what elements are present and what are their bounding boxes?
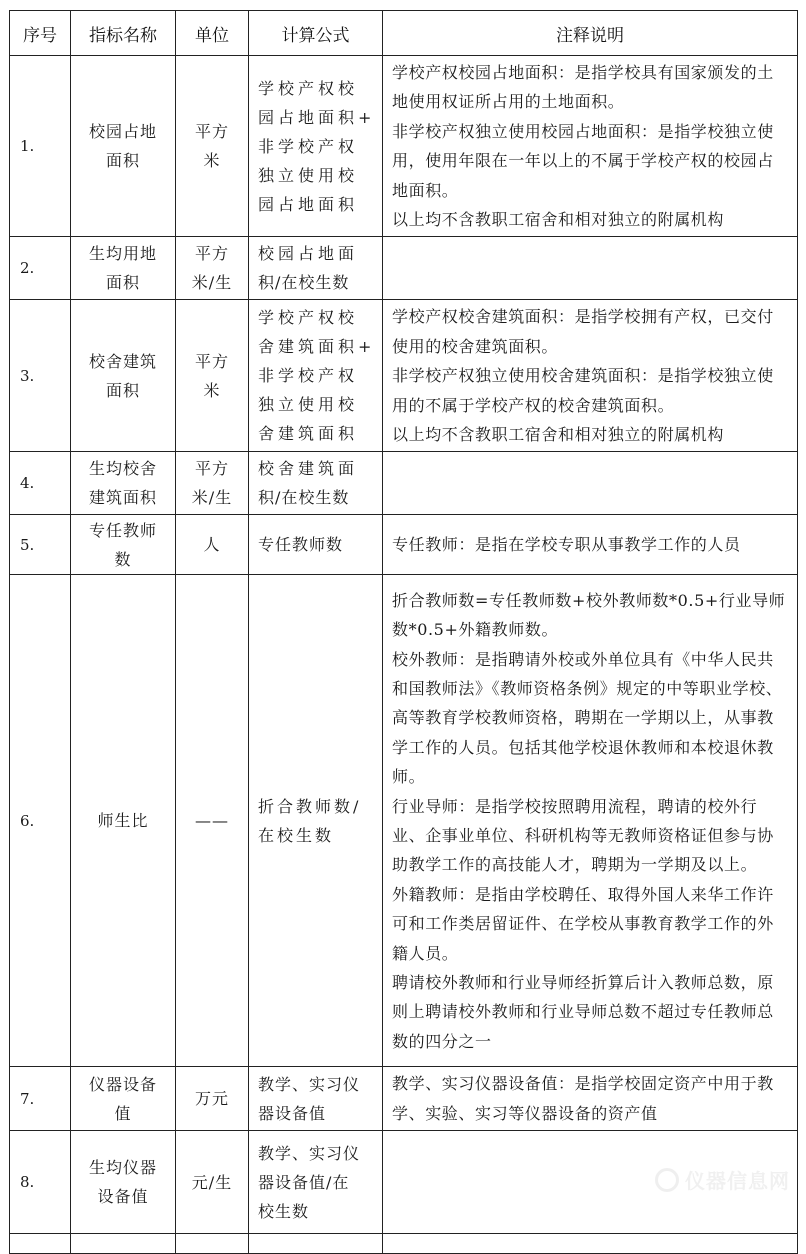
row-unit: [176, 300, 249, 452]
row-index: 5.: [10, 515, 71, 575]
unit-line: 人: [203, 535, 221, 555]
row-name: [71, 1067, 176, 1131]
row-note: [383, 575, 798, 1067]
note-paragraph: 行业导师：是指学校按照聘用流程，聘请的校外行业、企事业单位、科研机构等无教师资格证但参与协助教学工作的高技能人才，聘期为一学期及以上。: [392, 796, 774, 875]
unit-line: 元/生: [191, 1172, 233, 1192]
row-formula: [249, 452, 383, 515]
row-name: [71, 515, 176, 575]
row-formula: [249, 1067, 383, 1131]
watermark-text: 仪器信息网: [685, 1169, 790, 1193]
row-unit: [176, 1234, 249, 1254]
row-index: 1.: [10, 56, 71, 237]
row-formula: [249, 237, 383, 300]
formula-line: 非学校产权: [258, 136, 359, 156]
table-row: [10, 300, 798, 452]
formula-line: 舍建筑面积: [258, 424, 359, 444]
table-row-partial: [10, 1234, 798, 1254]
unit-line: 平方: [194, 244, 229, 264]
header-formula: 计算公式: [249, 11, 383, 56]
table-row: [10, 452, 798, 515]
unit-line: 平方: [194, 459, 229, 479]
row-note: [383, 1131, 798, 1234]
row-name: [71, 237, 176, 300]
unit-line: 米: [203, 380, 221, 400]
formula-line: 学校产权校: [258, 308, 359, 328]
row-formula: [249, 56, 383, 237]
note-paragraph: 外籍教师：是指由学校聘任、取得外国人来华工作许可和工作类居留证件、在学校从事教育教学工作的外籍人员。: [392, 884, 774, 963]
unit-line: 万元: [194, 1089, 229, 1109]
unit-line: 平方: [194, 122, 229, 142]
formula-line: 教学、实习仪: [258, 1074, 361, 1094]
formula-line: 校园占地面: [258, 244, 359, 264]
row-note: [383, 56, 798, 237]
note-paragraph: 折合教师数=专任教师数+校外教师数*0.5+行业导师数*0.5+外籍教师数。: [392, 590, 786, 640]
row-note: [383, 1234, 798, 1254]
formula-line: 积/在校生数: [258, 273, 350, 293]
row-note: [383, 1067, 798, 1131]
row-name: [71, 1234, 176, 1254]
row-name: [71, 1131, 176, 1234]
formula-line: 非学校产权: [258, 366, 359, 386]
name-line: 仪器设备: [88, 1074, 157, 1094]
row-unit: [176, 1131, 249, 1234]
row-formula: [249, 1131, 383, 1234]
note-paragraph: 非学校产权独立使用校园占地面积：是指学校独立使用，使用年限在一年以上的不属于学校产权的校园占地面积。: [392, 121, 774, 200]
row-formula: [249, 515, 383, 575]
table-row: [10, 575, 798, 1067]
row-note: [383, 452, 798, 515]
unit-line: 米: [203, 151, 221, 171]
name-line: 生均校舍: [88, 459, 157, 479]
header-index: 序号: [10, 11, 71, 56]
formula-line: 在校生数: [258, 825, 335, 845]
name-line: 建筑面积: [88, 488, 157, 508]
note-paragraph: 聘请校外教师和行业导师经折算后计入教师总数，原则上聘请校外教师和行业导师总数不超过专任教师总数的四分之一: [392, 973, 774, 1051]
note-paragraph: 专任教师：是指在学校专职从事教学工作的人员: [392, 535, 741, 555]
header-unit: 单位: [176, 11, 249, 56]
row-unit: [176, 515, 249, 575]
unit-line: 米/生: [191, 488, 233, 508]
formula-line: 校生数: [258, 1201, 310, 1221]
unit-line: 平方: [194, 351, 229, 371]
row-note: [383, 515, 798, 575]
name-line: 值: [114, 1103, 132, 1123]
unit-line: ——: [195, 811, 229, 831]
row-unit: [176, 452, 249, 515]
row-index: 8.: [10, 1131, 71, 1234]
table-row: [10, 56, 798, 237]
formula-line: 校舍建筑面: [258, 459, 359, 479]
indicator-table: [9, 10, 798, 1254]
formula-line: 园占地面积+: [258, 107, 376, 127]
name-line: 生均用地: [88, 244, 157, 264]
table-row: [10, 1067, 798, 1131]
note-paragraph: 教学、实习仪器设备值：是指学校固定资产中用于教学、实验、实习等仪器设备的资产值: [392, 1074, 774, 1123]
note-paragraph: 学校产权校园占地面积：是指学校具有国家颁发的土地使用权证所占用的土地面积。: [392, 63, 774, 112]
row-name: [71, 575, 176, 1067]
row-unit: [176, 237, 249, 300]
formula-line: 舍建筑面积+: [258, 337, 376, 357]
table-row: [10, 1131, 798, 1234]
unit-line: 米/生: [191, 273, 233, 293]
name-line: 校园占地: [88, 122, 157, 142]
note-paragraph: 学校产权校舍建筑面积：是指学校拥有产权，已交付使用的校舍建筑面积。: [392, 307, 774, 356]
formula-line: 园占地面积: [258, 194, 359, 214]
formula-line: 教学、实习仪: [258, 1143, 361, 1163]
formula-line: 积/在校生数: [258, 488, 350, 508]
name-line: 数: [114, 549, 132, 569]
formula-line: 学校产权校: [258, 78, 359, 98]
row-name: [71, 300, 176, 452]
formula-line: 器设备值/在: [258, 1172, 350, 1192]
row-unit: [176, 56, 249, 237]
formula-line: 折合教师数/: [258, 796, 362, 816]
row-formula: [249, 1234, 383, 1254]
table-row: [10, 515, 798, 575]
row-index: 2.: [10, 237, 71, 300]
name-line: 设备值: [97, 1187, 149, 1207]
formula-line: 专任教师数: [258, 535, 344, 555]
row-name: [71, 56, 176, 237]
table-row: [10, 237, 798, 300]
note-paragraph: 校外教师：是指聘请外校或外单位具有《中华人民共和国教师法》《教师资格条例》规定的中等职业学校、高等教育学校教师资格，聘期在一学期以上，从事教学工作的人员。包括其他学校退休教师和本校退休教师。: [392, 649, 783, 787]
formula-line: 独立使用校: [258, 165, 359, 185]
header-name: 指标名称: [71, 11, 176, 56]
name-line: 面积: [105, 273, 140, 293]
formula-line: 器设备值: [258, 1103, 327, 1123]
name-line: 师生比: [97, 811, 149, 831]
formula-line: 独立使用校: [258, 395, 359, 415]
name-line: 面积: [105, 151, 140, 171]
note-paragraph: 以上均不含教职工宿舍和相对独立的附属机构: [392, 210, 725, 230]
row-index: 4.: [10, 452, 71, 515]
row-index: 6.: [10, 575, 71, 1067]
row-formula: [249, 575, 383, 1067]
row-note: [383, 237, 798, 300]
row-unit: [176, 1067, 249, 1131]
row-formula: [249, 300, 383, 452]
note-paragraph: 非学校产权独立使用校舍建筑面积：是指学校独立使用的不属于学校产权的校舍建筑面积。: [392, 366, 774, 415]
row-unit: [176, 575, 249, 1067]
row-index: [10, 1234, 71, 1254]
name-line: 生均仪器: [88, 1158, 157, 1178]
row-name: [71, 452, 176, 515]
name-line: 校舍建筑: [88, 351, 157, 371]
table-header-row: [10, 11, 798, 56]
row-note: [383, 300, 798, 452]
note-paragraph: 以上均不含教职工宿舍和相对独立的附属机构: [392, 425, 725, 445]
row-index: 3.: [10, 300, 71, 452]
row-index: 7.: [10, 1067, 71, 1131]
header-note: 注释说明: [383, 11, 798, 56]
name-line: 专任教师: [88, 520, 157, 540]
name-line: 面积: [105, 380, 140, 400]
